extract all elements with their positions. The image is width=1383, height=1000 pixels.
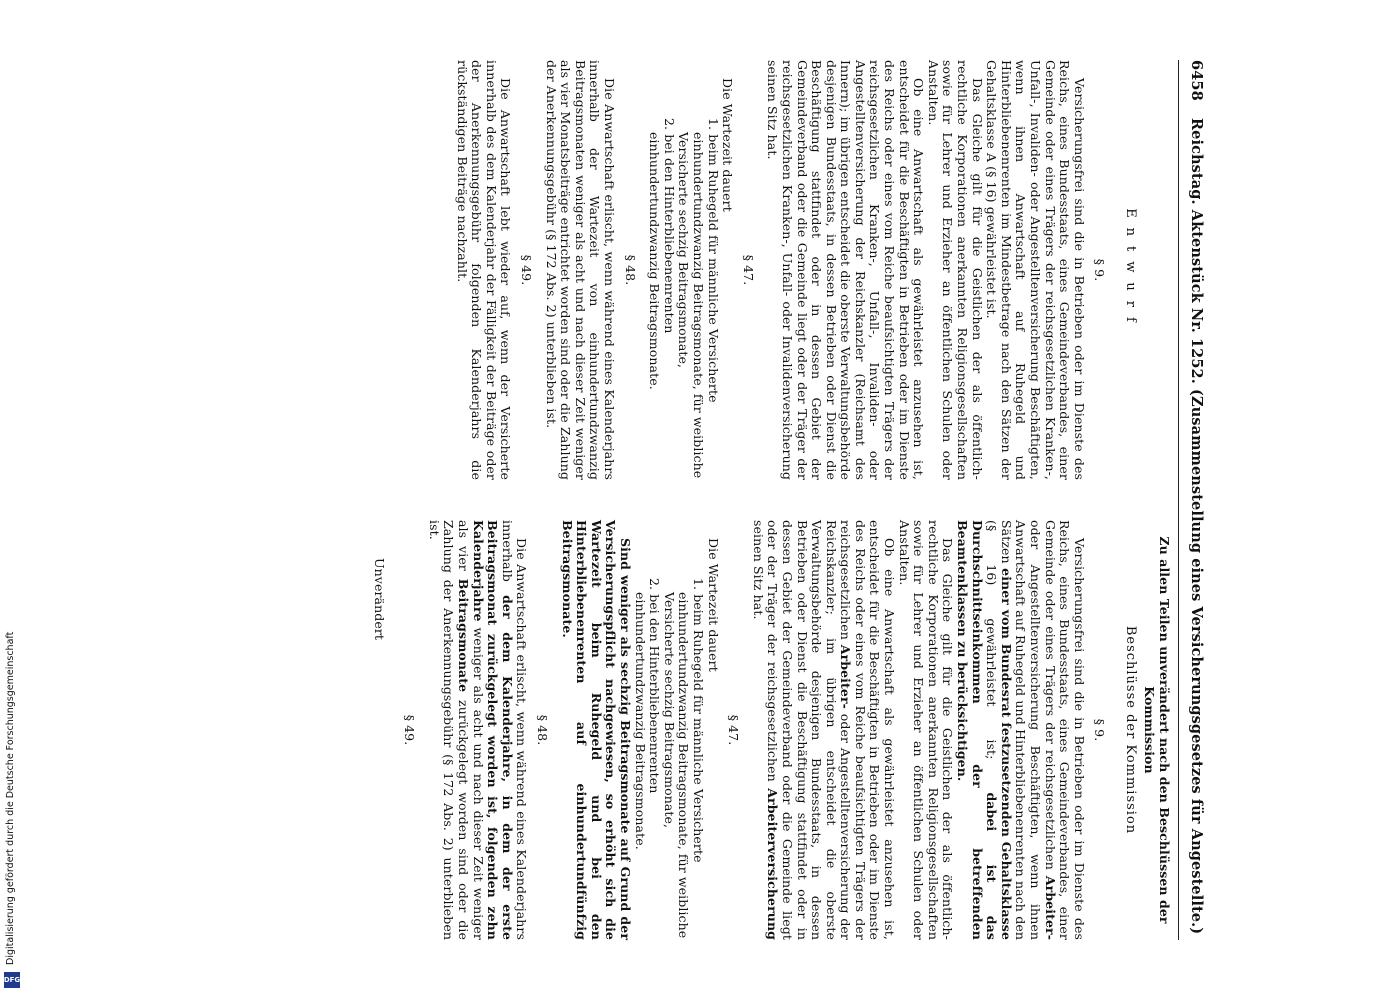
bold-run: Arbeiter- [838, 644, 854, 709]
paragraph: Die Anwartschaft erlischt, wenn während eines Kalenderjahrs innerhalb der Wartezeit von einhundertundzwanzig Beitragsmonaten weniger als acht und nach dieser Zeit weniger als vier Monatsbeiträge entrichtet worden sind oder die Zahlung der Anerkennungsgebühr (§ 172 Abs. 2) unterblieben ist. [543, 60, 617, 480]
column-title-entwurf: Entwurf [1123, 208, 1138, 332]
text-run: oder Angestelltenversicherung Beschäftigten, wenn ihnen Anwartschaft auf Ruhegeld und Hinterbliebenenrenten nach den Sätzen [998, 520, 1044, 940]
text-run: zurückgelegt worden sind oder die Zahlung der Anerkennungsgebühr (§ 172 Abs. 2) unterblieben ist. [426, 520, 472, 940]
page-header [1175, 60, 1203, 940]
list-item: 2. bei den Hinterbliebenenrenten einhundertundzwanzig Beitragsmonate. [632, 578, 663, 850]
paragraph: Das Gleiche gilt für die Geistlichen der als öffentlich-rechtliche Korporationen anerkannten Religionsgesellschaften sowie für Lehrer und Erzieher an öffentlichen Schulen oder Anstalten. [896, 520, 956, 940]
column-kommission [361, 520, 1143, 940]
bold-run: einer vom Bundesrat festzusetzenden Gehaltsklasse [998, 568, 1014, 940]
list-item: 2. bei den Hinterbliebenenrenten einhundertundzwanzig Beitragsmonate. [647, 118, 677, 390]
paragraph: Die Wartezeit dauert [720, 78, 736, 212]
unchanged-note: Unverändert [371, 558, 387, 641]
bold-run: dabei ist das Durchschnittseinkommen der betreffenden Beamtenklassen zu berücksichtigen. [955, 520, 1000, 940]
list [632, 538, 705, 940]
paragraph: Versicherungsfrei sind die in Betrieben oder im Dienste des Reichs, eines Bundesstaats, eines Gemeindeverbandes, einer Gemeinde oder eines Trägers der reichsgesetzlichen Kranken-, Unfall-, Invaliden- oder Angestelltenversicherung Beschäftigten, wenn ihnen Anwartschaft auf Ruhegeld und Hinterbliebenenrenten im Mindestbetrage nach den Sätzen der Gehaltsklasse A (§ 16) gewährleistet ist. [984, 60, 1087, 480]
section-label: § 49. [519, 254, 535, 286]
funding-note-box [4, 631, 18, 965]
text-run: Versicherungsfrei sind die in Betrieben oder im Dienste des Reichs, eines Bundesstaats, eines Gemeindeverbandes, einer Gemeinde oder eines Trägers der reichsgesetzlichen [1042, 520, 1087, 940]
section-label: § 9. [1092, 258, 1108, 282]
text-run: (§ 16) gewährleistet ist; [984, 520, 1000, 793]
dfg-logo-icon: DFG [4, 972, 20, 988]
bold-run: Arbeiter- [1042, 875, 1058, 940]
document-page [103, 60, 1203, 940]
section-label: § 48. [622, 254, 638, 286]
funding-note: Digitalisierung gefördert durch die Deutsche Forschungsgemeinschaft [5, 631, 16, 965]
running-title: Reichstag. Aktenstück Nr. 1252. (Zusammenstellung eines Versicherungsgesetzes für Angestellte.) [1188, 118, 1205, 935]
bold-run: der dem Kalenderjahre, in dem der erste Beitragsmonat zurückgelegt worden ist, folgenden zehn Kalenderjahre [470, 520, 515, 940]
text-run: oder Angestelltenversicherung der Reichskanzler; im übrigen entscheidet die oberste Verwaltungsbehörde desjenigen Bundesstaats, in dessen Betrieben oder Dienst die Beschäftigung stattfindet oder in dessen Gebiet der Gemeindeverband oder die Gemeinde liegt oder der Träger der reichsgesetzlichen [765, 520, 854, 940]
paragraph: Die Anwartschaft lebt wieder auf, wenn der Versicherte innerhalb des dem Kalenderjahr der Fälligkeit der Beiträge oder der Anerkennungsgebühr folgenden Kalenderjahrs die rückständigen Beiträge nachzahlt. [454, 60, 514, 480]
list [647, 78, 720, 480]
section-label: § 48. [535, 714, 551, 746]
paragraph: Ob eine Anwartschaft als gewährleistet anzusehen ist, entscheidet für die Beschäftigten in Betrieben oder im Dienste des Reichs oder eines vom Reiche beaufsichtigten Trägers der reichsgesetzlichen Kranken-, Unfall-, Invaliden- oder Angestelltenversicherung der Reichskanzler (Reichsamt des Innern); im übrigen entscheidet die oberste Verwaltungsbehörde desjenigen Bundesstaats, in dessen Betrieben oder Dienst die Beschäftigung stattfindet oder in dessen Gebiet der Gemeindeverband oder die Gemeinde liegt oder der Träger der reichsgesetzlichen Kranken-, Unfall- oder Invalidenversicherung seinen Sitz hat. [765, 60, 927, 480]
column-title-kommission: Beschlüsse der Kommission [1123, 625, 1138, 835]
list-item: 1. beim Ruhegeld für männliche Versicherte einhundertundzwanzig Beitragsmonate, für weibliche Versicherte sechzig Beitragsmonate, [661, 578, 706, 939]
paragraph [750, 520, 896, 940]
text-run: Ob eine Anwartschaft als gewährleistet anzusehen ist, entscheidet für die Beschäftigten in Betrieben oder im Dienste des Reichs oder eines vom Reiche beaufsichtigten Trägers der reichsgesetzlichen [838, 520, 898, 940]
section-label: § 9. [1092, 718, 1108, 742]
paragraph [559, 520, 632, 940]
section-label: § 49. [402, 714, 418, 746]
column-entwurf [454, 60, 1143, 480]
right-top-heading: Zu allen Teilen unverändert nach den Beschlüssen der Kommission [1142, 536, 1172, 924]
bold-run: Beitragsmonate [456, 578, 472, 693]
text-run: seinen Sitz hat. [750, 520, 766, 620]
paragraph: Das Gleiche gilt für die Geistlichen der als öffentlich-rechtliche Korporationen anerkannten Religionsgesellschaften sowie für Lehrer und Erzieher an öffentlichen Schulen oder Anstalten. [925, 60, 985, 480]
section-label: § 47. [726, 714, 742, 746]
header-rule [1178, 60, 1179, 940]
text-run: Die Anwartschaft erlischt, wenn während eines Kalenderjahrs innerhalb [499, 520, 530, 940]
margin-strip [0, 0, 24, 1000]
list-item: 1. beim Ruhegeld für männliche Versicherte einhundertundzwanzig Beitragsmonate, für weibliche Versicherte sechzig Beitragsmonate, [676, 118, 721, 479]
paragraph [954, 520, 1085, 940]
page-number: 6458 [1188, 60, 1205, 101]
bold-run: Arbeiterversicherung [765, 788, 781, 940]
bold-run: Sind weniger als sechzig Beitragsmonate auf Grund der Versicherungspflicht nachgewiesen, so erhöht sich die Wartezeit beim Ruhegeld und bei den Hinterbliebenenrenten auf einhundertundfünfzig Beitragsmonate. [559, 520, 633, 940]
paragraph [426, 520, 528, 940]
paragraph: Die Wartezeit dauert [705, 538, 721, 672]
section-label: § 47. [740, 254, 756, 286]
text-run: weniger als acht und nach dieser Zeit weniger als vier [456, 520, 486, 940]
